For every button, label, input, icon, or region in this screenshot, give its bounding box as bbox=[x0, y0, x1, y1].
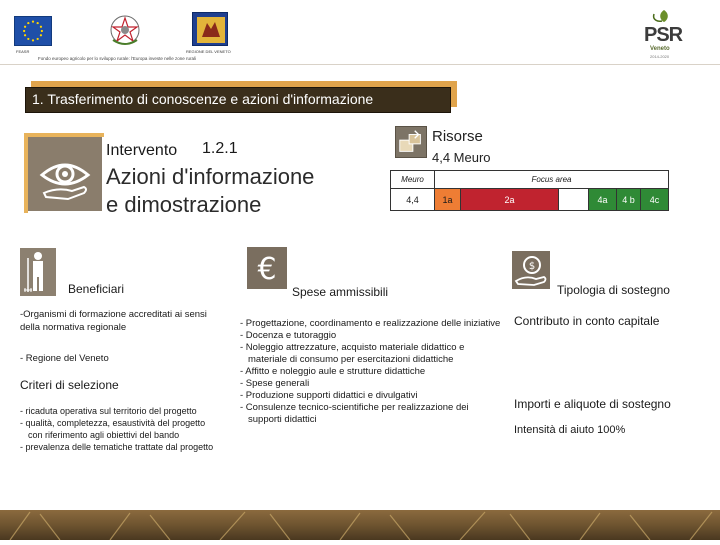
criteri-title: Criteri di selezione bbox=[20, 378, 119, 392]
focus-cell-2a: 2a bbox=[461, 189, 559, 211]
tipologia-value: Contributo in conto capitale bbox=[514, 314, 660, 328]
psr-logo-text: PSR bbox=[644, 24, 683, 46]
criteri-item: - prevalenza delle tematiche trattate dal progetto bbox=[20, 442, 214, 452]
spese-item: - Progettazione, coordinamento e realizzazione delle iniziative bbox=[240, 318, 501, 329]
spese-item: - Consulenze tecnico-scientifiche per realizzazione dei supporti didattici bbox=[240, 402, 469, 425]
euro-icon bbox=[247, 247, 287, 289]
criteri-item: - qualità, completezza, esaustività del progetto con riferimento agli obiettivi del bando bbox=[20, 418, 206, 440]
page-title: 1. Trasferimento di conoscenze e azioni d'informazione bbox=[32, 91, 374, 107]
psr-years: 2014-2020 bbox=[650, 54, 670, 59]
focus-cell-4c: 4c bbox=[641, 189, 669, 211]
criteri-item: - ricaduta operativa sul territorio del progetto bbox=[20, 406, 197, 416]
importi-title: Importi e aliquote di sostegno bbox=[514, 397, 671, 411]
risorse-title: Risorse bbox=[432, 128, 483, 145]
spese-item: - Produzione supporti didattici e divulgativi bbox=[240, 390, 418, 401]
svg-text:€: € bbox=[257, 252, 277, 287]
focus-area-table bbox=[390, 170, 669, 211]
spese-item: - Spese generali bbox=[240, 378, 310, 389]
table-value: 4,4 bbox=[391, 189, 435, 211]
veneto-emblem-icon bbox=[192, 12, 228, 46]
wheat-footer-image bbox=[0, 510, 720, 540]
spese-title: Spese ammissibili bbox=[292, 285, 389, 299]
spese-item: - Noleggio attrezzature, acquisto materiale didattico e materiale di consumo per esercitazioni didattiche bbox=[240, 342, 465, 365]
eu-flag-icon bbox=[14, 16, 52, 46]
eu-label: FEASR bbox=[16, 49, 30, 54]
intervento-label: Intervento bbox=[106, 142, 178, 159]
focus-cell-1a: 1a bbox=[435, 189, 461, 211]
svg-text:$: $ bbox=[528, 261, 536, 272]
risorse-amount: 4,4 Meuro bbox=[432, 150, 491, 165]
importi-value: Intensità di aiuto 100% bbox=[514, 424, 626, 436]
beneficiari-item: - Regione del Veneto bbox=[20, 353, 109, 364]
focus-cell-4b: 4 b bbox=[617, 189, 641, 211]
table-header-focus-area: Focus area bbox=[435, 171, 669, 189]
eye-hand-icon bbox=[28, 137, 102, 211]
beneficiari-item: -Organismi di formazione accreditati ai sensi della normativa regionale bbox=[20, 309, 207, 333]
header-divider bbox=[0, 64, 720, 65]
psr-region: Veneto bbox=[650, 46, 670, 52]
region-label: REGIONE DEL VENETO bbox=[186, 49, 231, 54]
intervento-title-line2: e dimostrazione bbox=[106, 192, 262, 217]
italy-emblem-icon bbox=[108, 12, 142, 48]
tipologia-title: Tipologia di sostegno bbox=[557, 283, 670, 297]
spese-item: - Docenza e tutoraggio bbox=[240, 330, 337, 341]
farmer-icon bbox=[20, 248, 56, 296]
coin-hand-icon bbox=[512, 251, 550, 289]
resources-icon bbox=[395, 126, 427, 158]
focus-cell-empty bbox=[559, 189, 589, 211]
intervento-title-line1: Azioni d'informazione bbox=[106, 164, 315, 189]
eu-fund-caption: Fondo europeo agricolo per lo sviluppo rurale: l'Europa investe nelle zone rurali bbox=[38, 56, 196, 61]
spese-item: - Affitto e noleggio aule e strutture didattiche bbox=[240, 366, 426, 377]
spese-list bbox=[240, 318, 502, 426]
criteri-list bbox=[20, 405, 220, 453]
table-header-meuro: Meuro bbox=[391, 171, 435, 189]
focus-cell-4a: 4a bbox=[589, 189, 617, 211]
beneficiari-title: Beneficiari bbox=[68, 282, 125, 296]
intervento-number: 1.2.1 bbox=[202, 140, 238, 157]
